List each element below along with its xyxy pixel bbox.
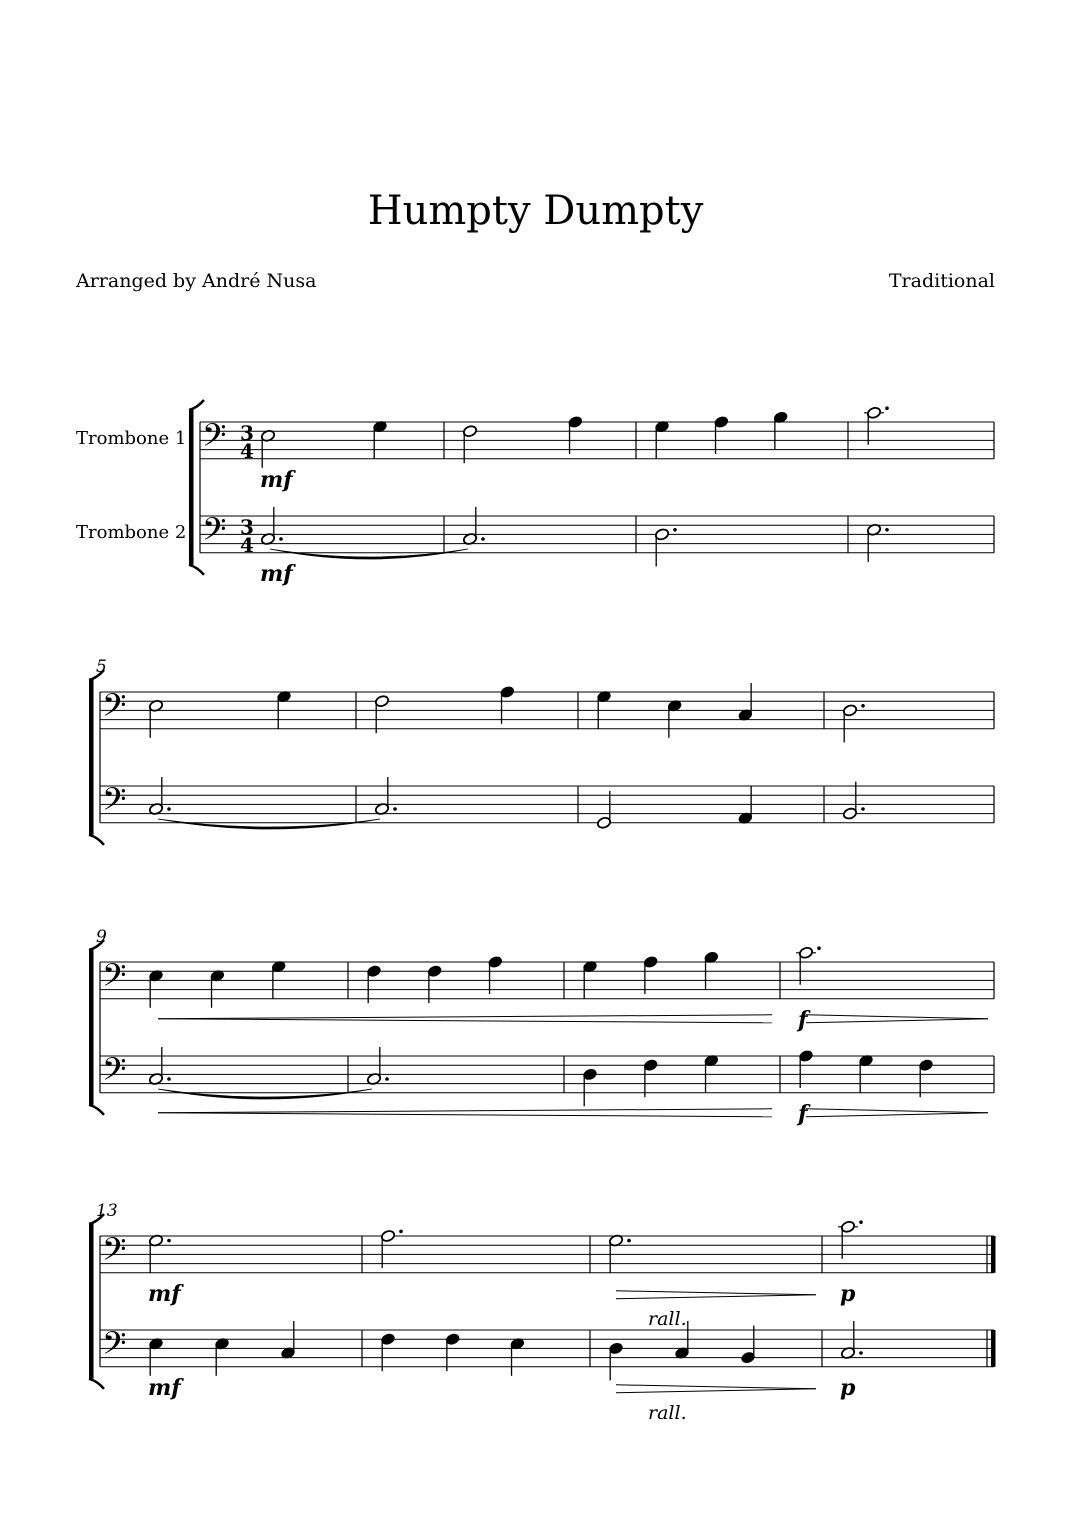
score-title: Humpty Dumpty <box>367 188 704 234</box>
bass-clef-icon: 𝄢 <box>202 511 227 555</box>
dynamic-marking: mf <box>260 466 293 493</box>
diminuendo-hairpin <box>806 1019 988 1023</box>
crescendo-hairpin <box>158 1113 772 1117</box>
augmentation-dot <box>859 1220 863 1224</box>
crescendo-hairpin <box>158 1019 772 1023</box>
arranger-credit: Arranged by André Nusa <box>76 270 317 292</box>
dynamic-marking: mf <box>260 560 293 587</box>
diminuendo-hairpin <box>806 1109 988 1113</box>
augmentation-dot <box>279 537 283 541</box>
dynamic-marking: mf <box>148 1374 181 1401</box>
bass-clef-icon: 𝄢 <box>102 781 127 825</box>
diminuendo-hairpin <box>616 1389 816 1393</box>
final-barline-thick <box>991 1236 996 1273</box>
composer-credit: Traditional <box>888 270 995 292</box>
bass-clef-icon: 𝄢 <box>202 417 227 461</box>
dynamic-marking: p <box>840 1280 856 1307</box>
bracket-hook <box>189 400 204 410</box>
augmentation-dot <box>167 807 171 811</box>
time-signature-numerator: 3 <box>240 515 254 539</box>
bracket-hook <box>89 1379 104 1389</box>
diminuendo-hairpin <box>616 1291 816 1295</box>
crescendo-hairpin <box>158 1015 772 1019</box>
dynamic-marking: mf <box>148 1280 181 1307</box>
time-signature-numerator: 3 <box>240 421 254 445</box>
bass-clef-icon: 𝄢 <box>102 687 127 731</box>
rall-tempo-text: rall. <box>648 1307 687 1330</box>
system-bracket <box>89 680 94 835</box>
bass-clef-icon: 𝄢 <box>102 957 127 1001</box>
crescendo-hairpin <box>158 1109 772 1113</box>
tie-curve <box>158 1089 372 1099</box>
time-signature-denominator: 4 <box>240 439 254 463</box>
augmentation-dot <box>817 946 821 950</box>
augmentation-dot <box>885 528 889 532</box>
augmentation-dot <box>481 537 485 541</box>
diminuendo-hairpin <box>806 1113 988 1117</box>
augmentation-dot <box>167 1239 171 1243</box>
system-bracket <box>89 950 94 1105</box>
dynamic-marking: f <box>798 1006 808 1033</box>
rall-tempo-text: rall. <box>648 1401 687 1424</box>
measure-number: 9 <box>96 927 107 947</box>
augmentation-dot <box>167 1077 171 1081</box>
bracket-hook <box>89 1105 104 1115</box>
bracket-hook <box>89 835 104 845</box>
tie-curve <box>270 549 468 559</box>
tie-curve <box>158 819 380 829</box>
bass-clef-icon: 𝄢 <box>102 1325 127 1369</box>
bass-clef-icon: 𝄢 <box>102 1231 127 1275</box>
augmentation-dot <box>393 807 397 811</box>
augmentation-dot <box>861 704 865 708</box>
final-barline-thick <box>991 1330 996 1367</box>
diminuendo-hairpin <box>616 1385 816 1389</box>
augmentation-dot <box>885 406 889 410</box>
augmentation-dot <box>627 1239 631 1243</box>
augmentation-dot <box>859 1351 863 1355</box>
augmentation-dot <box>385 1077 389 1081</box>
measure-number: 13 <box>96 1201 118 1221</box>
bass-clef-icon: 𝄢 <box>102 1051 127 1095</box>
diminuendo-hairpin <box>616 1295 816 1299</box>
system-bracket <box>89 1224 94 1379</box>
instrument-label-trombone-2: Trombone 2 <box>76 522 187 543</box>
measure-number: 5 <box>96 657 107 677</box>
augmentation-dot <box>399 1230 403 1234</box>
diminuendo-hairpin <box>806 1015 988 1019</box>
bracket-hook <box>189 565 204 575</box>
time-signature-denominator: 4 <box>240 533 254 557</box>
system-bracket <box>189 410 194 565</box>
instrument-label-trombone-1: Trombone 1 <box>76 428 187 449</box>
augmentation-dot <box>861 807 865 811</box>
augmentation-dot <box>673 528 677 532</box>
dynamic-marking: f <box>798 1100 808 1127</box>
dynamic-marking: p <box>840 1374 856 1401</box>
